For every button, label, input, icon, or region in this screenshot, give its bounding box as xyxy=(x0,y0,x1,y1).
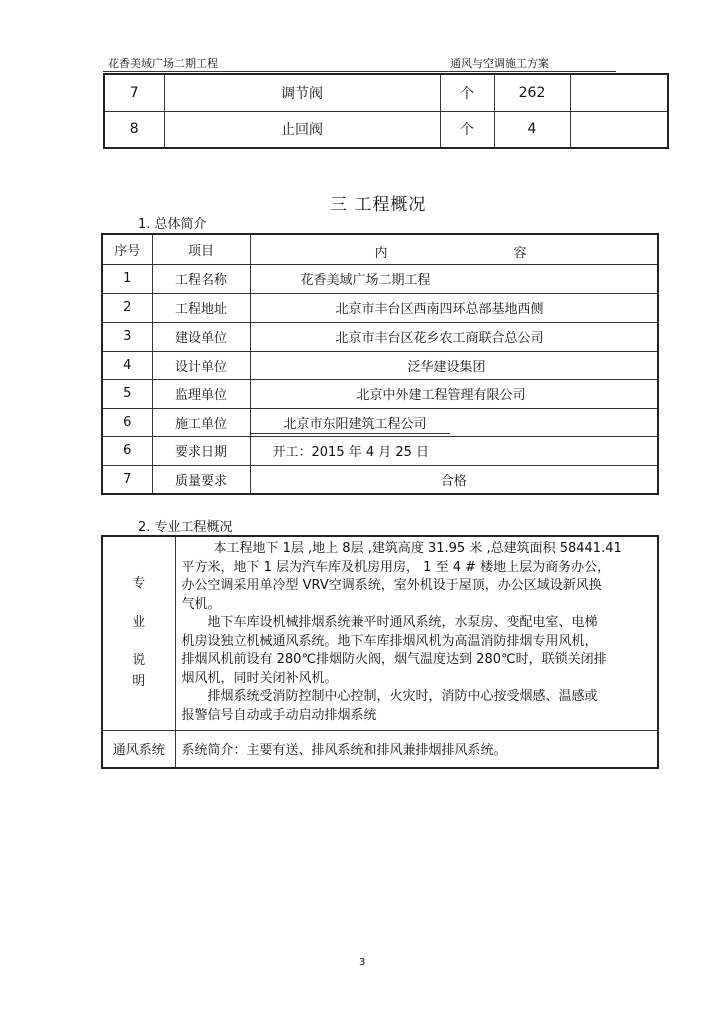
row-item: 监理单位 xyxy=(152,379,250,408)
row-no: 6 xyxy=(102,408,152,436)
header-document-title: 通风与空调施工方案 xyxy=(450,57,549,70)
col-header-no: 序号 xyxy=(102,234,152,264)
table-row xyxy=(102,379,658,408)
row-item: 设计单位 xyxy=(152,351,250,379)
page-number: 3 xyxy=(359,957,366,968)
professional-table xyxy=(101,535,659,769)
table-row xyxy=(102,730,658,768)
table-row xyxy=(102,408,658,436)
table-row xyxy=(102,436,658,465)
row-content: 合格 xyxy=(250,465,658,494)
label-char: 明 xyxy=(132,673,146,689)
row-item: 工程名称 xyxy=(152,264,250,293)
row-no: 5 xyxy=(102,379,152,408)
table-row xyxy=(102,322,658,351)
overview-heading: 1. 总体简介 xyxy=(138,217,207,232)
desc-line: 排烟系统受消防控制中心控制，火灾时，消防中心按受烟感、温感或 xyxy=(207,689,598,704)
row-no: 3 xyxy=(102,322,152,351)
table-row xyxy=(104,111,668,148)
equipment-table xyxy=(103,73,669,149)
table-row xyxy=(102,293,658,322)
header-project-name: 花香美域广场二期工程 xyxy=(108,57,218,70)
vent-description: 系统简介：主要有送、排风系统和排风兼排烟排风系统。 xyxy=(175,730,658,768)
section-title: 三 工程概况 xyxy=(330,195,427,215)
overview-table xyxy=(101,233,659,495)
equipment-note xyxy=(570,74,668,111)
vent-label: 通风系统 xyxy=(102,730,175,768)
row-item: 工程地址 xyxy=(152,293,250,322)
label-char: 业 xyxy=(132,614,146,630)
professional-label xyxy=(102,536,175,730)
table-row xyxy=(102,536,658,730)
desc-line: 机房设独立机械通风系统。地下车库排烟风机为高温消防排烟专用风机， xyxy=(181,633,598,649)
col-header-item: 项目 xyxy=(152,234,250,264)
row-content: 花香美域广场二期工程 xyxy=(250,264,658,293)
row-item: 建设单位 xyxy=(152,322,250,351)
desc-line: 地下车库设机械排烟系统兼平时通风系统，水泵房、变配电室、电梯 xyxy=(207,615,598,630)
row-content: 北京中外建工程管理有限公司 xyxy=(250,379,658,408)
equipment-qty: 4 xyxy=(494,111,570,148)
col-header-content-part1: 内 xyxy=(374,246,388,261)
row-content: 北京市丰台区西南四环总部基地西侧 xyxy=(250,293,658,322)
row-no: 6 xyxy=(102,436,152,465)
desc-line: 办公空调采用单冷型 VRV空调系统，室外机设于屋顶，办公区域设新风换 xyxy=(181,578,602,593)
row-no: 2 xyxy=(102,293,152,322)
col-header-content-part2: 容 xyxy=(513,246,527,261)
row-item: 要求日期 xyxy=(152,436,250,465)
desc-line: 排烟风机前设有 280℃排烟防火阀，烟气温度达到 280℃时，联锁关闭排 xyxy=(181,652,607,667)
table-row xyxy=(102,465,658,494)
desc-line: 气机。 xyxy=(181,596,221,612)
row-content: 开工：2015 年 4 月 25 日 xyxy=(250,436,658,465)
professional-description xyxy=(175,536,658,730)
date-row-divider xyxy=(250,433,450,434)
table-row xyxy=(104,74,668,111)
equipment-name: 调节阀 xyxy=(164,74,440,111)
table-row xyxy=(102,351,658,379)
equipment-qty: 262 xyxy=(494,74,570,111)
desc-line: 烟风机，同时关闭补风机。 xyxy=(181,670,338,686)
row-no: 1 xyxy=(102,264,152,293)
professional-heading: 2. 专业工程概况 xyxy=(138,520,233,535)
col-header-content xyxy=(250,234,658,264)
equipment-no: 7 xyxy=(104,74,164,111)
equipment-note xyxy=(570,111,668,148)
row-content: 北京市东阳建筑工程公司 xyxy=(250,408,658,436)
row-content: 泛华建设集团 xyxy=(250,351,658,379)
row-item: 施工单位 xyxy=(152,408,250,436)
header-divider xyxy=(103,71,616,72)
equipment-name: 止回阀 xyxy=(164,111,440,148)
row-content: 北京市丰台区花乡农工商联合总公司 xyxy=(250,322,658,351)
label-char: 专 xyxy=(132,576,146,592)
equipment-no: 8 xyxy=(104,111,164,148)
row-item: 质量要求 xyxy=(152,465,250,494)
desc-line: 本工程地下 1层 ,地上 8层 ,建筑高度 31.95 米 ,总建筑面积 58441.41 xyxy=(213,541,622,556)
table-header-row xyxy=(102,234,658,264)
table-row xyxy=(102,264,658,293)
desc-line: 平方米，地下 1 层为汽车库及机房用房， 1 至 4 # 楼地上层为商务办公， xyxy=(181,559,611,575)
desc-line: 报警信号自动或手动启动排烟系统 xyxy=(181,707,377,723)
row-no: 7 xyxy=(102,465,152,494)
row-no: 4 xyxy=(102,351,152,379)
label-char: 说 xyxy=(132,653,146,669)
equipment-unit: 个 xyxy=(440,111,494,148)
equipment-unit: 个 xyxy=(440,74,494,111)
